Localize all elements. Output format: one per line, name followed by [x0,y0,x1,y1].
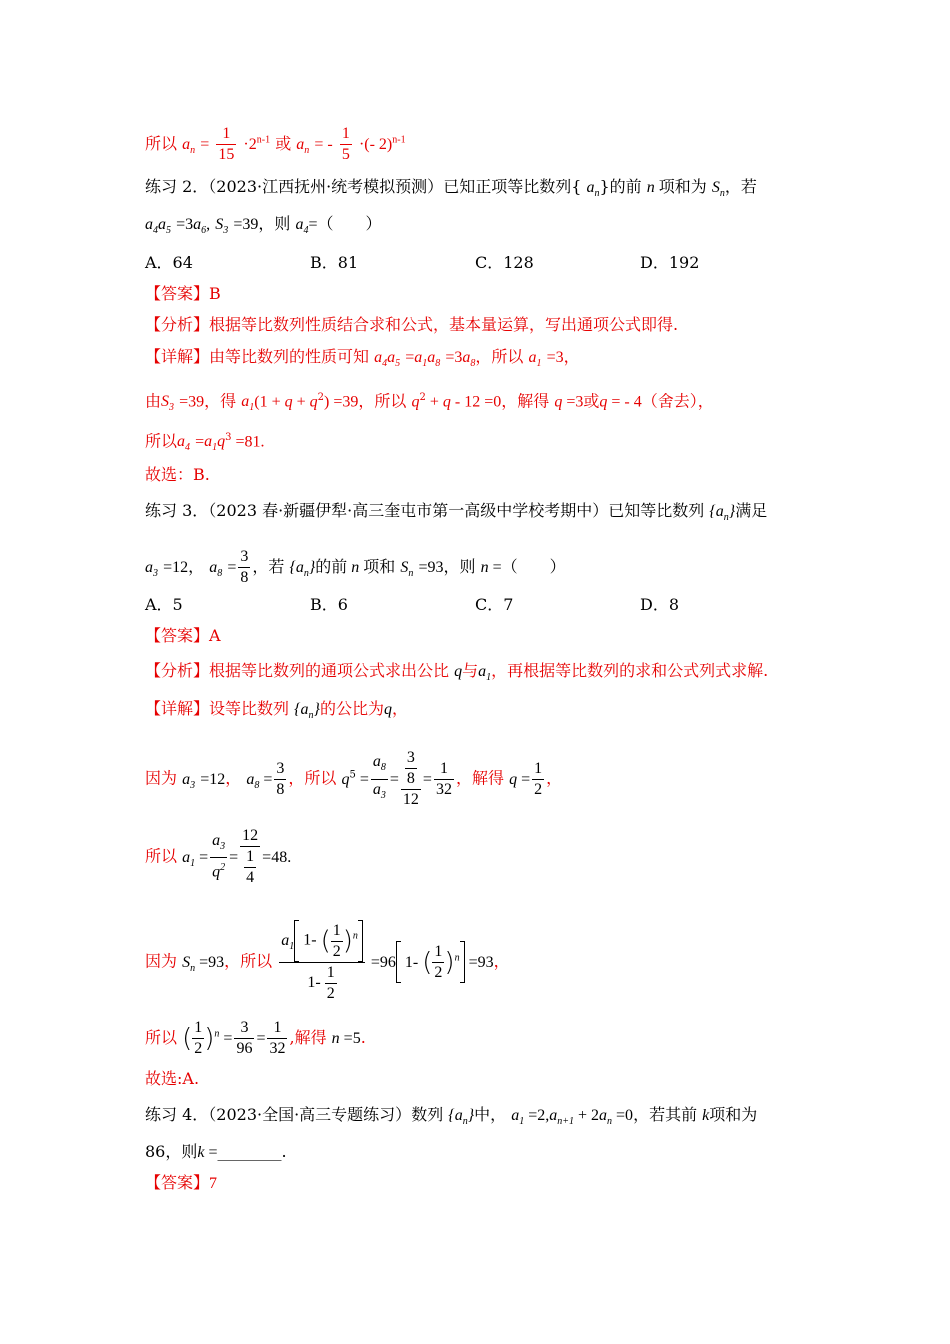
q2-detail: 【详解】由等比数列的性质可知 $a_4a_5 =a_1a_8 =3a_8$，所以 $a_1 =3$， [145,347,580,370]
q4-stem: 练习 4．（2023·全国·高三专题练习）数列 $\{a_n\}$中， $a_1 =2,a_{n+1} + 2a_n =0$，若其前 k项和为 [145,1105,758,1128]
q4-answer: 【答案】7 [145,1173,218,1192]
previous-conclusion: 所以 $a_n$ = $\frac{1}{15}$ $\cdot 2^{n-1}$ 或 $a_n$ = - $\frac{1}{5}$ ·(- 2)$^{n-1}$ [145,125,406,163]
q3-option-d: D．8 [640,595,680,614]
q3-option-a: A．5 [145,595,183,614]
q2-analysis: 【分析】根据等比数列性质结合求和公式，基本量运算，写出通项公式即得. [145,315,679,334]
q2-answer: 【答案】B [145,284,221,303]
q3-answer: 【答案】A [145,626,221,645]
q3-analysis: 【分析】根据等比数列的通项公式求出公比 q与$a_1$，再根据等比数列的求和公式列式求解. [145,661,769,684]
q3-condition: $a_3 =12$， $a_8$ = $\frac{3}{8}$ ，若 $\{a_n\}$的前 n 项和 $S_n =93$，则 n =（ ） [145,548,566,586]
q2-detail-line3: 所以$a_4 =a_1q^3 =81$. [145,431,265,454]
q3-conclusion: 故选:A. [145,1069,200,1088]
q3-step2: 所以 $a_1$ = $\frac{a_3}{q^2}$ = $\frac{12}{\frac{1}{4}}$ =48. [145,827,292,886]
q2-stem: 练习 2．（2023·江西抚州·统考模拟预测）已知正项等比数列{ $a_n$}的前 n 项和为 $S_n$，若 [145,177,757,200]
q3-detail: 【详解】设等比数列 $\{a_n\}$的公比为q， [145,699,408,722]
q4-line2: 86，则k =________. [145,1142,287,1161]
q2-conclusion: 故选：B. [145,465,210,484]
q2-option-a: A．64 [145,253,193,272]
q2-option-b: B．81 [310,253,359,272]
q3-option-c: C．7 [475,595,514,614]
q2-condition: $a_4a_5 =3a_6$, $S_3 =39$，则 $a_4=$（ ） [145,214,382,237]
q2-detail-line2: 由$S_3 =39$，得 $a_1(1 + q + q^2) =39$，所以 $q^2 + q - 12 =0$，解得 q =3或q = - 4（舍去）， [145,391,714,414]
q2-option-c: C．128 [475,253,534,272]
q2-option-d: D．192 [640,253,700,272]
q3-step1: 因为 $a_3 =12$， $a_8$ = $\frac{3}{8}$ ，所以 $q^5$ = $\frac{a_8}{a_3}$ = $\frac{\frac{3}{8}}{12}$ = $\frac{1}{32}$ ，解得 q = $\frac{1}{2}$ ， [145,749,563,808]
q3-step3: 因为 $S_n =93$，所以 $a_1$ 1- ( $\frac{1}{2}$ )$^n$ 1- $\frac{1}{2}$ =96 1- ( $\frac{1}{2}$ )$^n$ =93， [145,921,510,1002]
q3-option-b: B．6 [310,595,348,614]
q3-step4: 所以 ( $\frac{1}{2}$ )$^n$ = $\frac{3}{96}$ = $\frac{1}{32}$ ,解得 n =5. [145,1019,366,1057]
q3-stem: 练习 3．（2023 春·新疆伊犁·高三奎屯市第一高级中学校考期中）已知等比数列 $\{a_n\}$满足 [145,501,768,524]
